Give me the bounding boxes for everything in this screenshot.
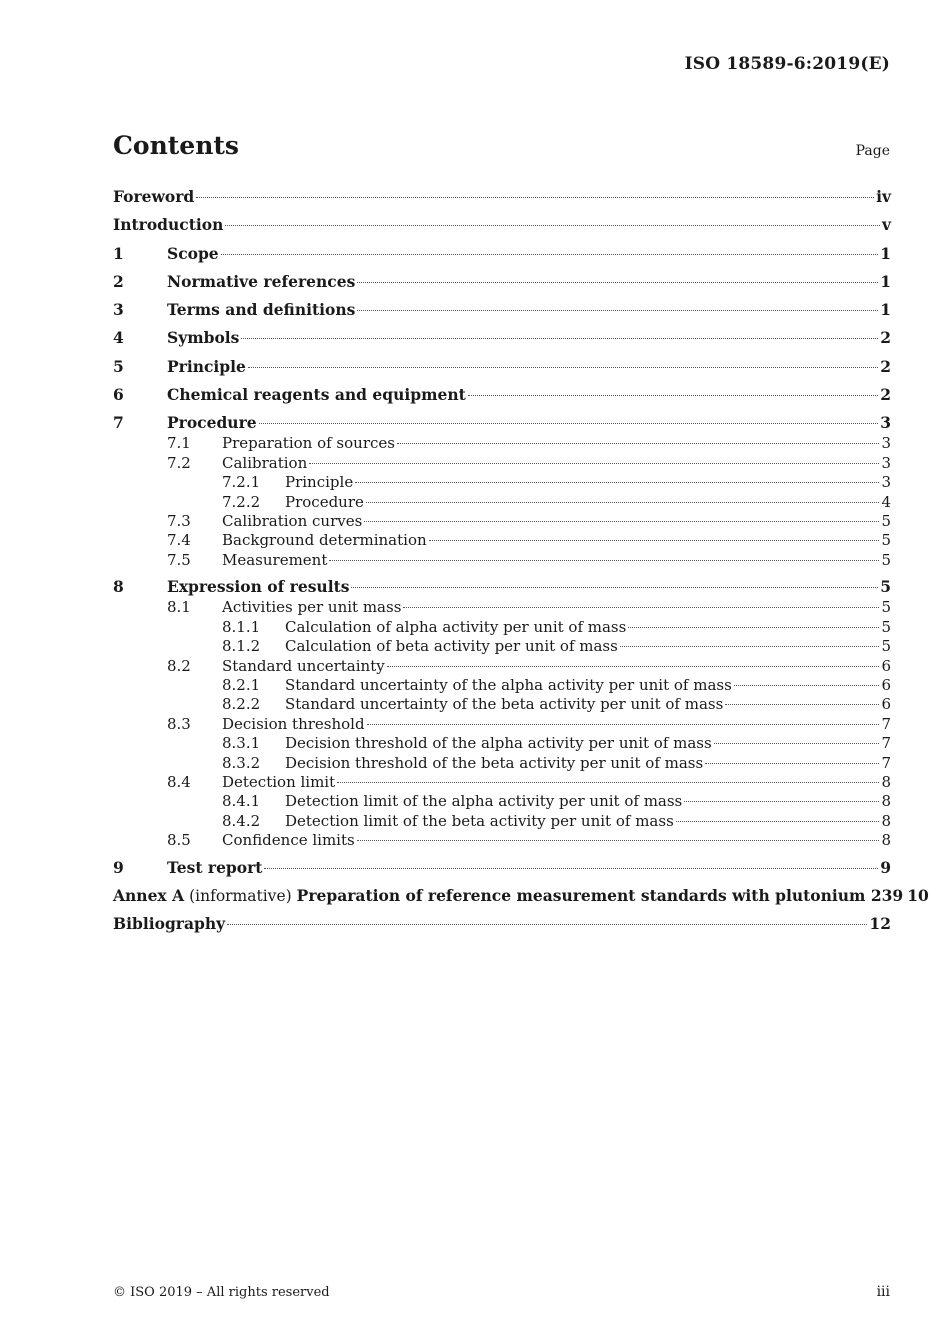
dot-leader: [725, 704, 879, 705]
dot-leader: [366, 502, 880, 503]
toc-entry-page: 12: [869, 914, 891, 934]
toc-entry-background-determination[interactable]: [167, 531, 891, 550]
dot-leader: [357, 310, 878, 311]
toc-entry-title: Calculation of alpha activity per unit of mass: [285, 617, 627, 636]
page-number: iii: [876, 1284, 890, 1300]
toc-entry-page: 3: [881, 434, 891, 453]
toc-entry-introduction[interactable]: [113, 214, 891, 236]
toc-entry-title: Symbols: [167, 328, 240, 348]
toc-entry-title: Procedure: [285, 492, 364, 511]
toc-entry-alpha-detection-limit[interactable]: [222, 792, 891, 811]
dot-leader: [259, 423, 879, 424]
toc-entry-title: Calculation of beta activity per unit of mass: [285, 637, 618, 656]
toc-entry-title: Background determination: [222, 531, 427, 550]
toc-entry-page: 5: [881, 598, 891, 617]
toc-entry-terms-and-definitions[interactable]: [113, 299, 891, 321]
dot-leader: [357, 840, 880, 841]
toc-entry-page: 3: [880, 413, 891, 433]
toc-entry-title: Decision threshold of the beta activity per unit of mass: [285, 753, 704, 772]
dot-leader: [705, 763, 879, 764]
toc-entry-page: 3: [881, 473, 891, 492]
toc-entry-detection-limit[interactable]: [167, 773, 891, 792]
toc-entry-number: 8.1.2: [222, 637, 261, 656]
toc-entry-beta-activity-calculation[interactable]: [222, 637, 891, 656]
toc-entry-title: Standard uncertainty of the beta activity per unit of mass: [285, 695, 724, 714]
toc-entry-title: Introduction: [113, 215, 224, 235]
toc-entry-title: Principle: [167, 356, 246, 376]
toc-entry-number: 8.2.1: [222, 675, 261, 694]
dot-leader: [248, 367, 878, 368]
toc-entry-number: 8.1.1: [222, 617, 261, 636]
toc-entry-preparation-of-sources[interactable]: [167, 434, 891, 453]
toc-entry-number: 8.3.2: [222, 753, 261, 772]
toc-entry-number: 7.4: [167, 531, 191, 550]
toc-entry-symbols[interactable]: [113, 327, 891, 349]
toc-entry-page: 8: [881, 792, 891, 811]
toc-entry-page: 10: [907, 886, 929, 906]
toc-entry-alpha-standard-uncertainty[interactable]: [222, 676, 891, 695]
toc-entry-number: 5: [113, 356, 124, 376]
toc-entry-title: Principle: [285, 473, 354, 492]
toc-entry-annex-a[interactable]: [113, 885, 929, 907]
toc-entry-calibration-principle[interactable]: [222, 473, 891, 492]
dot-leader: [620, 646, 880, 647]
toc-entry-page: 7: [881, 734, 891, 753]
toc-entry-test-report[interactable]: [113, 857, 891, 879]
toc-entry-decision-threshold[interactable]: [167, 715, 891, 734]
toc-entry-beta-standard-uncertainty[interactable]: [222, 695, 891, 714]
toc-entry-title: Standard uncertainty of the alpha activity per unit of mass: [285, 675, 732, 694]
toc-entry-title: Expression of results: [167, 577, 350, 597]
toc-entry-title: Calibration: [222, 453, 308, 472]
toc-entry-number: 7.1: [167, 434, 191, 453]
toc-entry-page: 1: [880, 243, 891, 263]
toc-entry-number: 7: [113, 413, 124, 433]
toc-entry-title: Measurement: [222, 550, 328, 569]
toc-entry-scope[interactable]: [113, 243, 891, 265]
toc-entry-title: Bibliography: [113, 914, 226, 934]
toc-entry-number: 7.2.1: [222, 473, 261, 492]
toc-entry-bibliography[interactable]: [113, 913, 891, 935]
toc-entry-number: 8.2.2: [222, 695, 261, 714]
toc-entry-number: 7.3: [167, 511, 191, 530]
toc-entry-number: 8.3: [167, 714, 191, 733]
toc-entry-page: 6: [881, 656, 891, 675]
toc-entry-number: 8.4.1: [222, 792, 261, 811]
toc-entry-foreword[interactable]: [113, 186, 891, 208]
dot-leader: [196, 197, 874, 198]
dot-leader: [357, 282, 878, 283]
toc-entry-calibration-procedure[interactable]: [222, 493, 891, 512]
toc-entry-page: 5: [881, 550, 891, 569]
toc-entry-title: Chemical reagents and equipment: [167, 385, 466, 405]
toc-entry-alpha-activity-calculation[interactable]: [222, 618, 891, 637]
toc-entry-page: 2: [880, 328, 891, 348]
dot-leader: [329, 560, 879, 561]
dot-leader: [227, 924, 867, 925]
dot-leader: [676, 821, 880, 822]
toc-entry-number: 8.4.2: [222, 811, 261, 830]
dot-leader: [264, 868, 878, 869]
toc-entry-number: 2: [113, 271, 124, 291]
toc-entry-page: 1: [880, 271, 891, 291]
toc-entry-number: 8.5: [167, 831, 191, 850]
toc-entry-page: 6: [881, 695, 891, 714]
copyright-notice: © ISO 2019 – All rights reserved: [113, 1285, 330, 1300]
toc-entry-title: Test report: [167, 857, 263, 877]
toc-entry-number: 9: [113, 857, 124, 877]
dot-leader: [403, 607, 879, 608]
table-of-contents: [113, 186, 929, 935]
toc-entry-page: 1: [880, 300, 891, 320]
toc-entry-title: Terms and definitions: [167, 300, 356, 320]
toc-entry-title: Scope: [167, 243, 219, 263]
toc-entry-title: Decision threshold of the alpha activity per unit of mass: [285, 734, 712, 753]
dot-leader: [221, 254, 879, 255]
toc-entry-normative-references[interactable]: [113, 271, 891, 293]
dot-leader: [628, 627, 879, 628]
toc-entry-title: Normative references: [167, 271, 356, 291]
toc-entry-number: 8.3.1: [222, 734, 261, 753]
dot-leader: [351, 587, 878, 588]
annex-type: (informative): [189, 887, 292, 906]
toc-entry-number: 6: [113, 385, 124, 405]
toc-entry-number: 4: [113, 328, 124, 348]
toc-entry-title: Detection limit of the beta activity per unit of mass: [285, 811, 674, 830]
toc-entry-procedure[interactable]: [113, 412, 891, 434]
toc-entry-title: Preparation of reference measurement standards with plutonium 239: [296, 886, 904, 906]
toc-entry-page: 8: [881, 831, 891, 850]
toc-entry-number: 7.5: [167, 550, 191, 569]
toc-entry-page: 2: [880, 356, 891, 376]
toc-entry-title: Foreword: [113, 187, 195, 206]
toc-entry-title: Preparation of sources: [222, 434, 395, 453]
dot-leader: [397, 443, 879, 444]
toc-entry-confidence-limits[interactable]: [167, 831, 891, 850]
dot-leader: [387, 666, 880, 667]
toc-entry-principle[interactable]: [113, 356, 891, 378]
toc-entry-page: 6: [881, 675, 891, 694]
toc-entry-number: 3: [113, 300, 124, 320]
toc-entry-number: 8.2: [167, 656, 191, 675]
page-column-label: Page: [855, 143, 890, 159]
toc-entry-calibration[interactable]: [167, 454, 891, 473]
dot-leader: [364, 521, 879, 522]
toc-entry-title: Standard uncertainty: [222, 656, 385, 675]
toc-entry-beta-detection-limit[interactable]: [222, 812, 891, 831]
dot-leader: [429, 540, 880, 541]
toc-entry-page: 4: [881, 492, 891, 511]
toc-entry-title: Calibration curves: [222, 511, 363, 530]
dot-leader: [355, 482, 879, 483]
toc-entry-page: 8: [881, 772, 891, 791]
toc-entry-page: 7: [881, 714, 891, 733]
toc-entry-page: 5: [881, 617, 891, 636]
toc-entry-title: Detection limit: [222, 772, 336, 791]
toc-entry-title: Procedure: [167, 413, 257, 433]
dot-leader: [684, 801, 879, 802]
toc-entry-number: 7.2.2: [222, 492, 261, 511]
toc-entry-title: Confidence limits: [222, 831, 355, 850]
dot-leader: [468, 395, 878, 396]
toc-entry-page: 8: [881, 811, 891, 830]
toc-entry-measurement[interactable]: [167, 551, 891, 570]
toc-entry-activities-per-unit-mass[interactable]: [167, 598, 891, 617]
toc-entry-title: Detection limit of the alpha activity per unit of mass: [285, 792, 683, 811]
toc-entry-beta-decision-threshold[interactable]: [222, 754, 891, 773]
toc-entry-calibration-curves[interactable]: [167, 512, 891, 531]
dot-leader: [337, 782, 879, 783]
annex-label: Annex A: [113, 886, 185, 906]
toc-entry-number: 8.1: [167, 598, 191, 617]
toc-entry-page: v: [881, 215, 891, 235]
toc-entry-standard-uncertainty[interactable]: [167, 657, 891, 676]
toc-entry-title: Activities per unit mass: [222, 598, 402, 617]
toc-entry-number: 8.4: [167, 772, 191, 791]
toc-entry-page: 2: [880, 385, 891, 405]
toc-entry-number: 7.2: [167, 453, 191, 472]
toc-entry-chemical-reagents[interactable]: [113, 384, 891, 406]
toc-entry-alpha-decision-threshold[interactable]: [222, 734, 891, 753]
dot-leader: [367, 724, 880, 725]
toc-entry-page: iv: [876, 187, 891, 206]
document-id-header: ISO 18589-6:2019(E): [684, 54, 890, 74]
dot-leader: [241, 338, 878, 339]
dot-leader: [734, 685, 880, 686]
toc-entry-expression-of-results[interactable]: [113, 576, 891, 598]
dot-leader: [714, 743, 880, 744]
toc-entry-page: 5: [881, 511, 891, 530]
toc-entry-page: 5: [881, 531, 891, 550]
toc-entry-page: 5: [881, 637, 891, 656]
toc-entry-page: 3: [881, 453, 891, 472]
toc-entry-number: 8: [113, 577, 124, 597]
toc-entry-title: Decision threshold: [222, 714, 365, 733]
dot-leader: [309, 463, 879, 464]
toc-entry-page: 9: [880, 857, 891, 877]
toc-entry-number: 1: [113, 243, 124, 263]
contents-title: Contents: [113, 131, 240, 160]
toc-entry-page: 7: [881, 753, 891, 772]
dot-leader: [225, 225, 880, 226]
toc-entry-page: 5: [880, 577, 891, 597]
